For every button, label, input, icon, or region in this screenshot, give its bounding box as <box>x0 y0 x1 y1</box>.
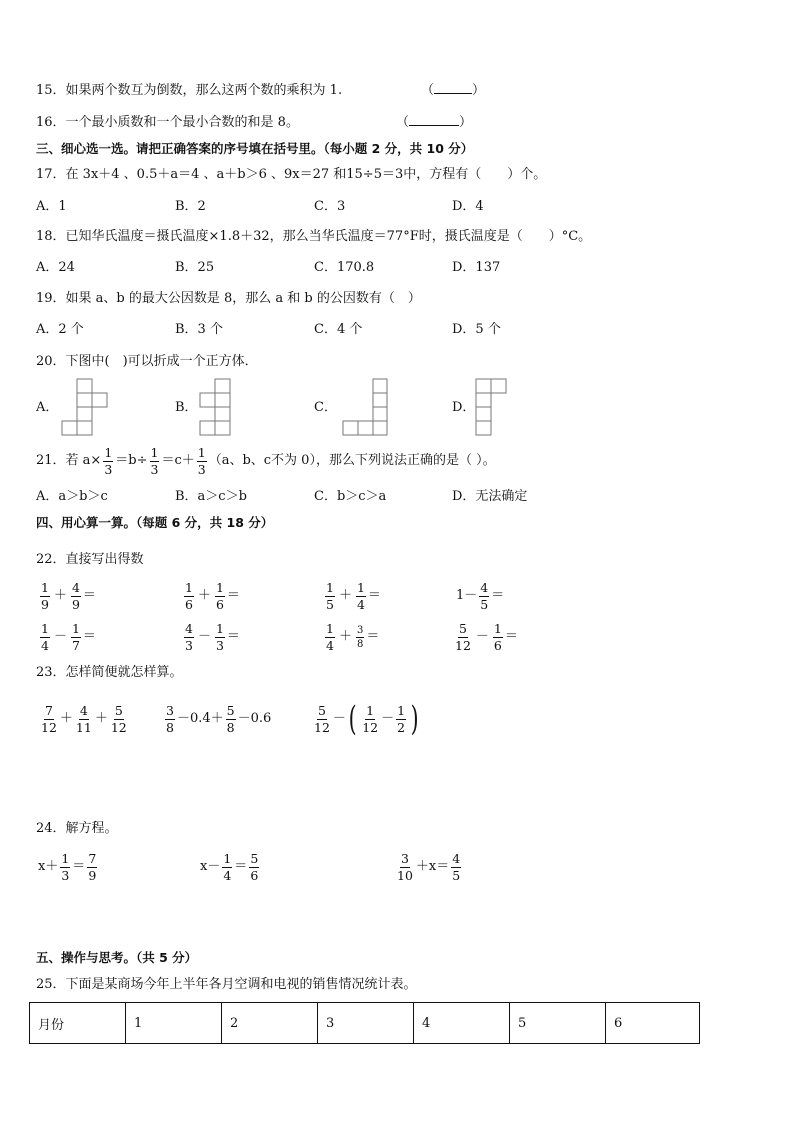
q22-item-1: $\frac{1}{9}$ ＋ $\frac{4}{9}$ ＝ <box>41 579 96 612</box>
sales-table <box>29 1002 700 1044</box>
q16-text: 16．一个最小质数和一个最小合数的和是 8。 <box>36 115 299 130</box>
q18-option-b: B．25 <box>175 260 215 275</box>
fraction: $\frac{1}{3}$ <box>150 444 159 477</box>
q24-equation-2: x－ $\frac{1}{4}$ ＝ $\frac{5}{6}$ <box>200 850 259 883</box>
cube-net-a <box>62 379 108 439</box>
q17-option-a: A．1 <box>36 199 67 214</box>
q17-text: 17．在 3x＋4 、0.5＋a＝4 、a＋b＞6 、9x＝27 和15÷5＝3中，方程有（ ）个。 <box>36 167 547 182</box>
table-row <box>30 1003 700 1044</box>
q22-title: 22．直接写出得数 <box>36 552 144 567</box>
q22-item-4: 1－ $\frac{4}{5}$ ＝ <box>456 579 505 612</box>
q23-expression-3: $\frac{5}{12}$ － ( $\frac{1}{12}$ － $\frac{1}{2}$ ) <box>314 699 419 739</box>
table-header-cell: 1 <box>126 1003 222 1044</box>
q15-text: 15．如果两个数互为倒数，那么这两个数的乘积为 1. <box>36 83 343 98</box>
q17-option-b: B．2 <box>175 199 206 214</box>
q17-option-d: D．4 <box>452 199 484 214</box>
q24-equation-3: $\frac{3}{10}$ ＋x＝ $\frac{4}{5}$ <box>397 850 461 883</box>
q18-option-d: D．137 <box>452 260 501 275</box>
q21-option-a: A．a＞b＞c <box>36 489 108 504</box>
section-3-heading: 三、细心选一选。请把正确答案的序号填在括号里。（每小题 2 分，共 10 分） <box>36 141 474 156</box>
table-header-cell: 6 <box>606 1003 700 1044</box>
q22-item-5: $\frac{1}{4}$ － $\frac{1}{7}$ ＝ <box>41 620 96 653</box>
q16-answer-paren: （ ） <box>396 115 473 130</box>
q23-expression-1: $\frac{7}{12}$ ＋ $\frac{4}{11}$ ＋ $\frac{5}{12}$ <box>41 702 127 735</box>
q20-label-c: C． <box>314 400 337 415</box>
q18-text: 18．已知华氏温度＝摄氏温度×1.8＋32，那么当华氏温度＝77°F时，摄氏温度是（ ）°C。 <box>36 229 592 244</box>
q20-label-b: B． <box>175 400 198 415</box>
q24-title: 24．解方程。 <box>36 821 118 836</box>
q22-item-7: $\frac{1}{4}$ ＋ $\frac{3}{8}$ ＝ <box>326 620 380 653</box>
cube-net-c <box>343 379 389 439</box>
q22-item-6: $\frac{4}{3}$ － $\frac{1}{3}$ ＝ <box>185 620 240 653</box>
section-5-heading: 五、操作与思考。（共 5 分） <box>36 950 198 965</box>
q17-option-c: C．3 <box>314 199 346 214</box>
table-header-cell: 5 <box>510 1003 606 1044</box>
table-header-cell: 2 <box>222 1003 318 1044</box>
table-header-cell: 3 <box>318 1003 414 1044</box>
cube-net-d <box>476 379 522 439</box>
q22-item-2: $\frac{1}{6}$ ＋ $\frac{1}{6}$ ＝ <box>185 579 240 612</box>
q18-option-a: A．24 <box>36 260 75 275</box>
fraction: $\frac{1}{3}$ <box>197 444 206 477</box>
q25-title: 25．下面是某商场今年上半年各月空调和电视的销售情况统计表。 <box>36 977 417 992</box>
q21-option-d: D．无法确定 <box>452 489 528 504</box>
q23-expression-2: $\frac{3}{8}$ －0.4＋ $\frac{5}{8}$ －0.6 <box>166 702 272 735</box>
q22-item-8: $\frac{5}{12}$ － $\frac{1}{6}$ ＝ <box>455 620 518 653</box>
q23-title: 23．怎样简便就怎样算。 <box>36 665 183 680</box>
q20-label-a: A． <box>36 400 59 415</box>
q19-text: 19．如果 a、b 的最大公因数是 8，那么 a 和 b 的公因数有（ ） <box>36 291 421 306</box>
q19-option-c: C．4 个 <box>314 322 363 337</box>
q18-option-c: C．170.8 <box>314 260 375 275</box>
table-header-cell: 4 <box>414 1003 510 1044</box>
cube-net-b <box>200 379 246 439</box>
q15-answer-paren: （ ） <box>421 83 486 98</box>
q22-item-3: $\frac{1}{5}$ ＋ $\frac{1}{4}$ ＝ <box>326 579 381 612</box>
q20-text: 20．下图中( )可以折成一个正方体． <box>36 354 258 369</box>
q19-option-a: A．2 个 <box>36 322 84 337</box>
q20-label-d: D． <box>452 400 476 415</box>
q19-option-b: B．3 个 <box>175 322 223 337</box>
fraction: $\frac{1}{3}$ <box>104 444 113 477</box>
table-header-cell: 月份 <box>30 1003 126 1044</box>
q21-option-b: B．a＞c＞b <box>175 489 247 504</box>
q21-option-c: C．b＞c＞a <box>314 489 387 504</box>
q21-text: 21．若 a× $\frac{1}{3}$ ＝b÷ $\frac{1}{3}$ ＝c＋ $\frac{1}{3}$ （a、b、c不为 0），那么下列说法正确的是（ ）。 <box>36 444 496 477</box>
q24-equation-1: x＋ $\frac{1}{3}$ ＝ $\frac{7}{9}$ <box>38 850 97 883</box>
q19-option-d: D．5 个 <box>452 322 501 337</box>
section-4-heading: 四、用心算一算。（每题 6 分，共 18 分） <box>36 515 274 530</box>
